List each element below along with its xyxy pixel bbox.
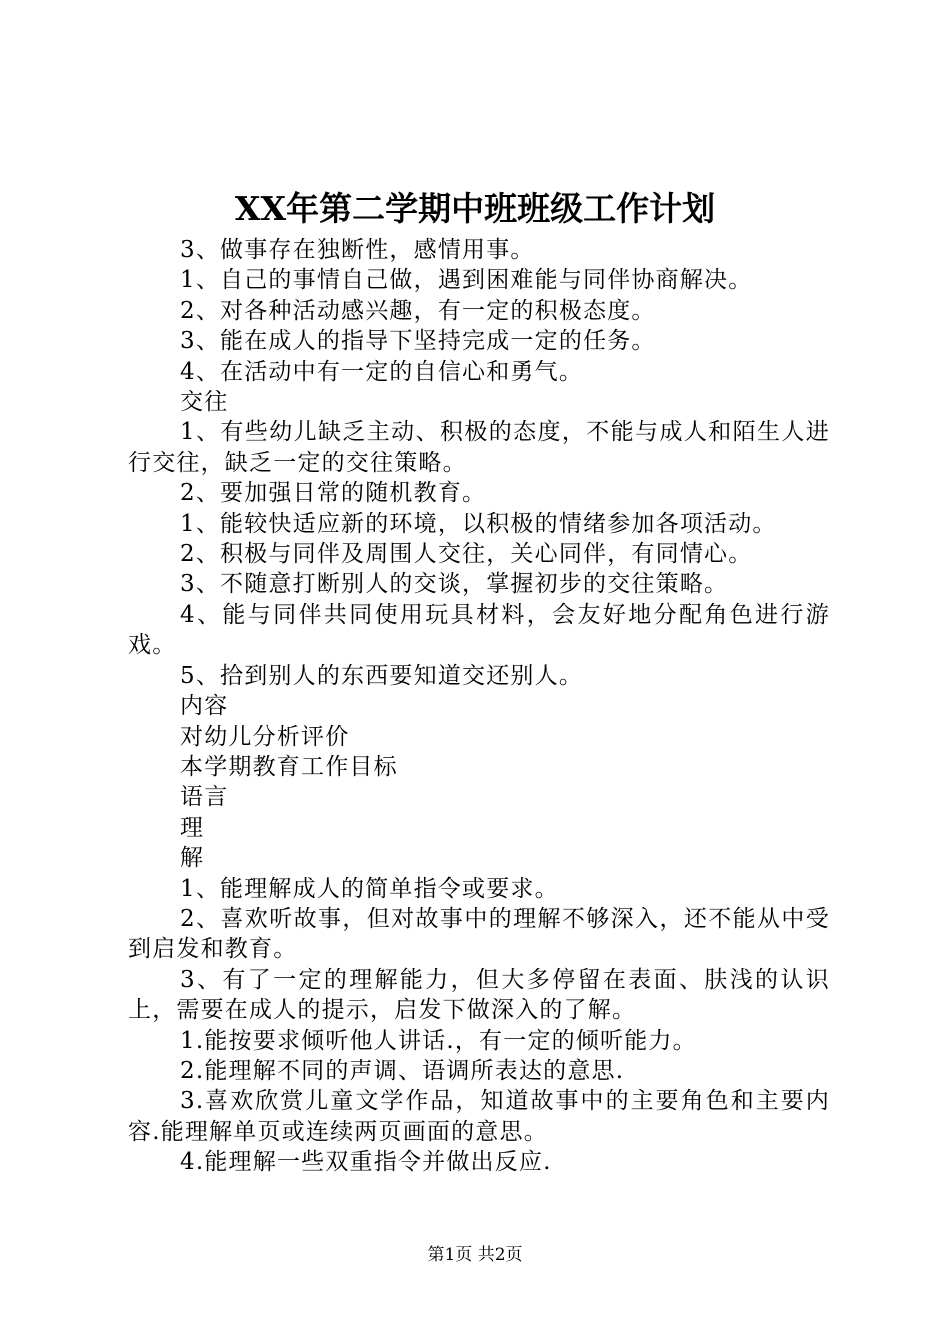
paragraph: 3.喜欢欣赏儿童文学作品，知道故事中的主要角色和主要内容.能理解单页或连续两页画面的意思。: [128, 1088, 830, 1145]
paragraph: 3、做事存在独断性，感情用事。: [180, 237, 535, 263]
paragraph: 1.能按要求倾听他人讲话.，有一定的倾听能力。: [180, 1027, 697, 1054]
paragraph: 2、喜欢听故事，但对故事中的理解不够深入，还不能从中受到启发和教育。: [128, 905, 830, 963]
paragraph: 2.能理解不同的声调、语调所表达的意思.: [180, 1057, 625, 1084]
paragraph: 2、积极与同伴及周围人交往，关心同伴，有同情心。: [180, 541, 753, 568]
section-heading-analysis: 对幼儿分析评价: [180, 723, 350, 750]
paragraph: 5、拾到别人的东西要知道交还别人。: [180, 662, 584, 689]
paragraph: 3、能在成人的指导下坚持完成一定的任务。: [180, 328, 656, 355]
page-footer: 第1页 共2页: [427, 1245, 523, 1265]
section-heading-content: 内容: [180, 693, 229, 720]
paragraph: 2、对各种活动感兴趣，有一定的积极态度。: [180, 297, 656, 324]
section-heading-language: 语言: [180, 784, 229, 811]
paragraph: 3、有了一定的理解能力，但大多停留在表面、肤浅的认识上，需要在成人的提示，启发下做深入的了解。: [128, 966, 830, 1024]
paragraph: 3、不随意打断别人的交谈，掌握初步的交往策略。: [180, 571, 729, 598]
section-heading-understanding-2: 解: [180, 845, 205, 872]
paragraph: 1、自己的事情自己做，遇到困难能与同伴协商解决。: [180, 267, 753, 294]
document-title: XX年第二学期中班班级工作计划: [234, 189, 716, 228]
paragraph: 1、有些幼儿缺乏主动、积极的态度，不能与成人和陌生人进行交往，缺乏一定的交往策略。: [128, 419, 830, 476]
section-heading-understanding-1: 理: [180, 814, 205, 841]
document-body: [128, 235, 830, 1178]
paragraph: 1、能较快适应新的环境，以积极的情绪参加各项活动。: [180, 510, 777, 537]
paragraph: 2、要加强日常的随机教育。: [180, 480, 487, 507]
paragraph: 4、在活动中有一定的自信心和勇气。: [180, 358, 584, 385]
section-heading-communication: 交往: [180, 389, 229, 416]
paragraph: 1、能理解成人的简单指令或要求。: [180, 875, 559, 902]
paragraph: 4.能理解一些双重指令并做出反应.: [180, 1149, 552, 1176]
paragraph: 4、能与同伴共同使用玩具材料，会友好地分配角色进行游戏。: [128, 601, 830, 659]
section-heading-goals: 本学期教育工作目标: [180, 753, 398, 780]
